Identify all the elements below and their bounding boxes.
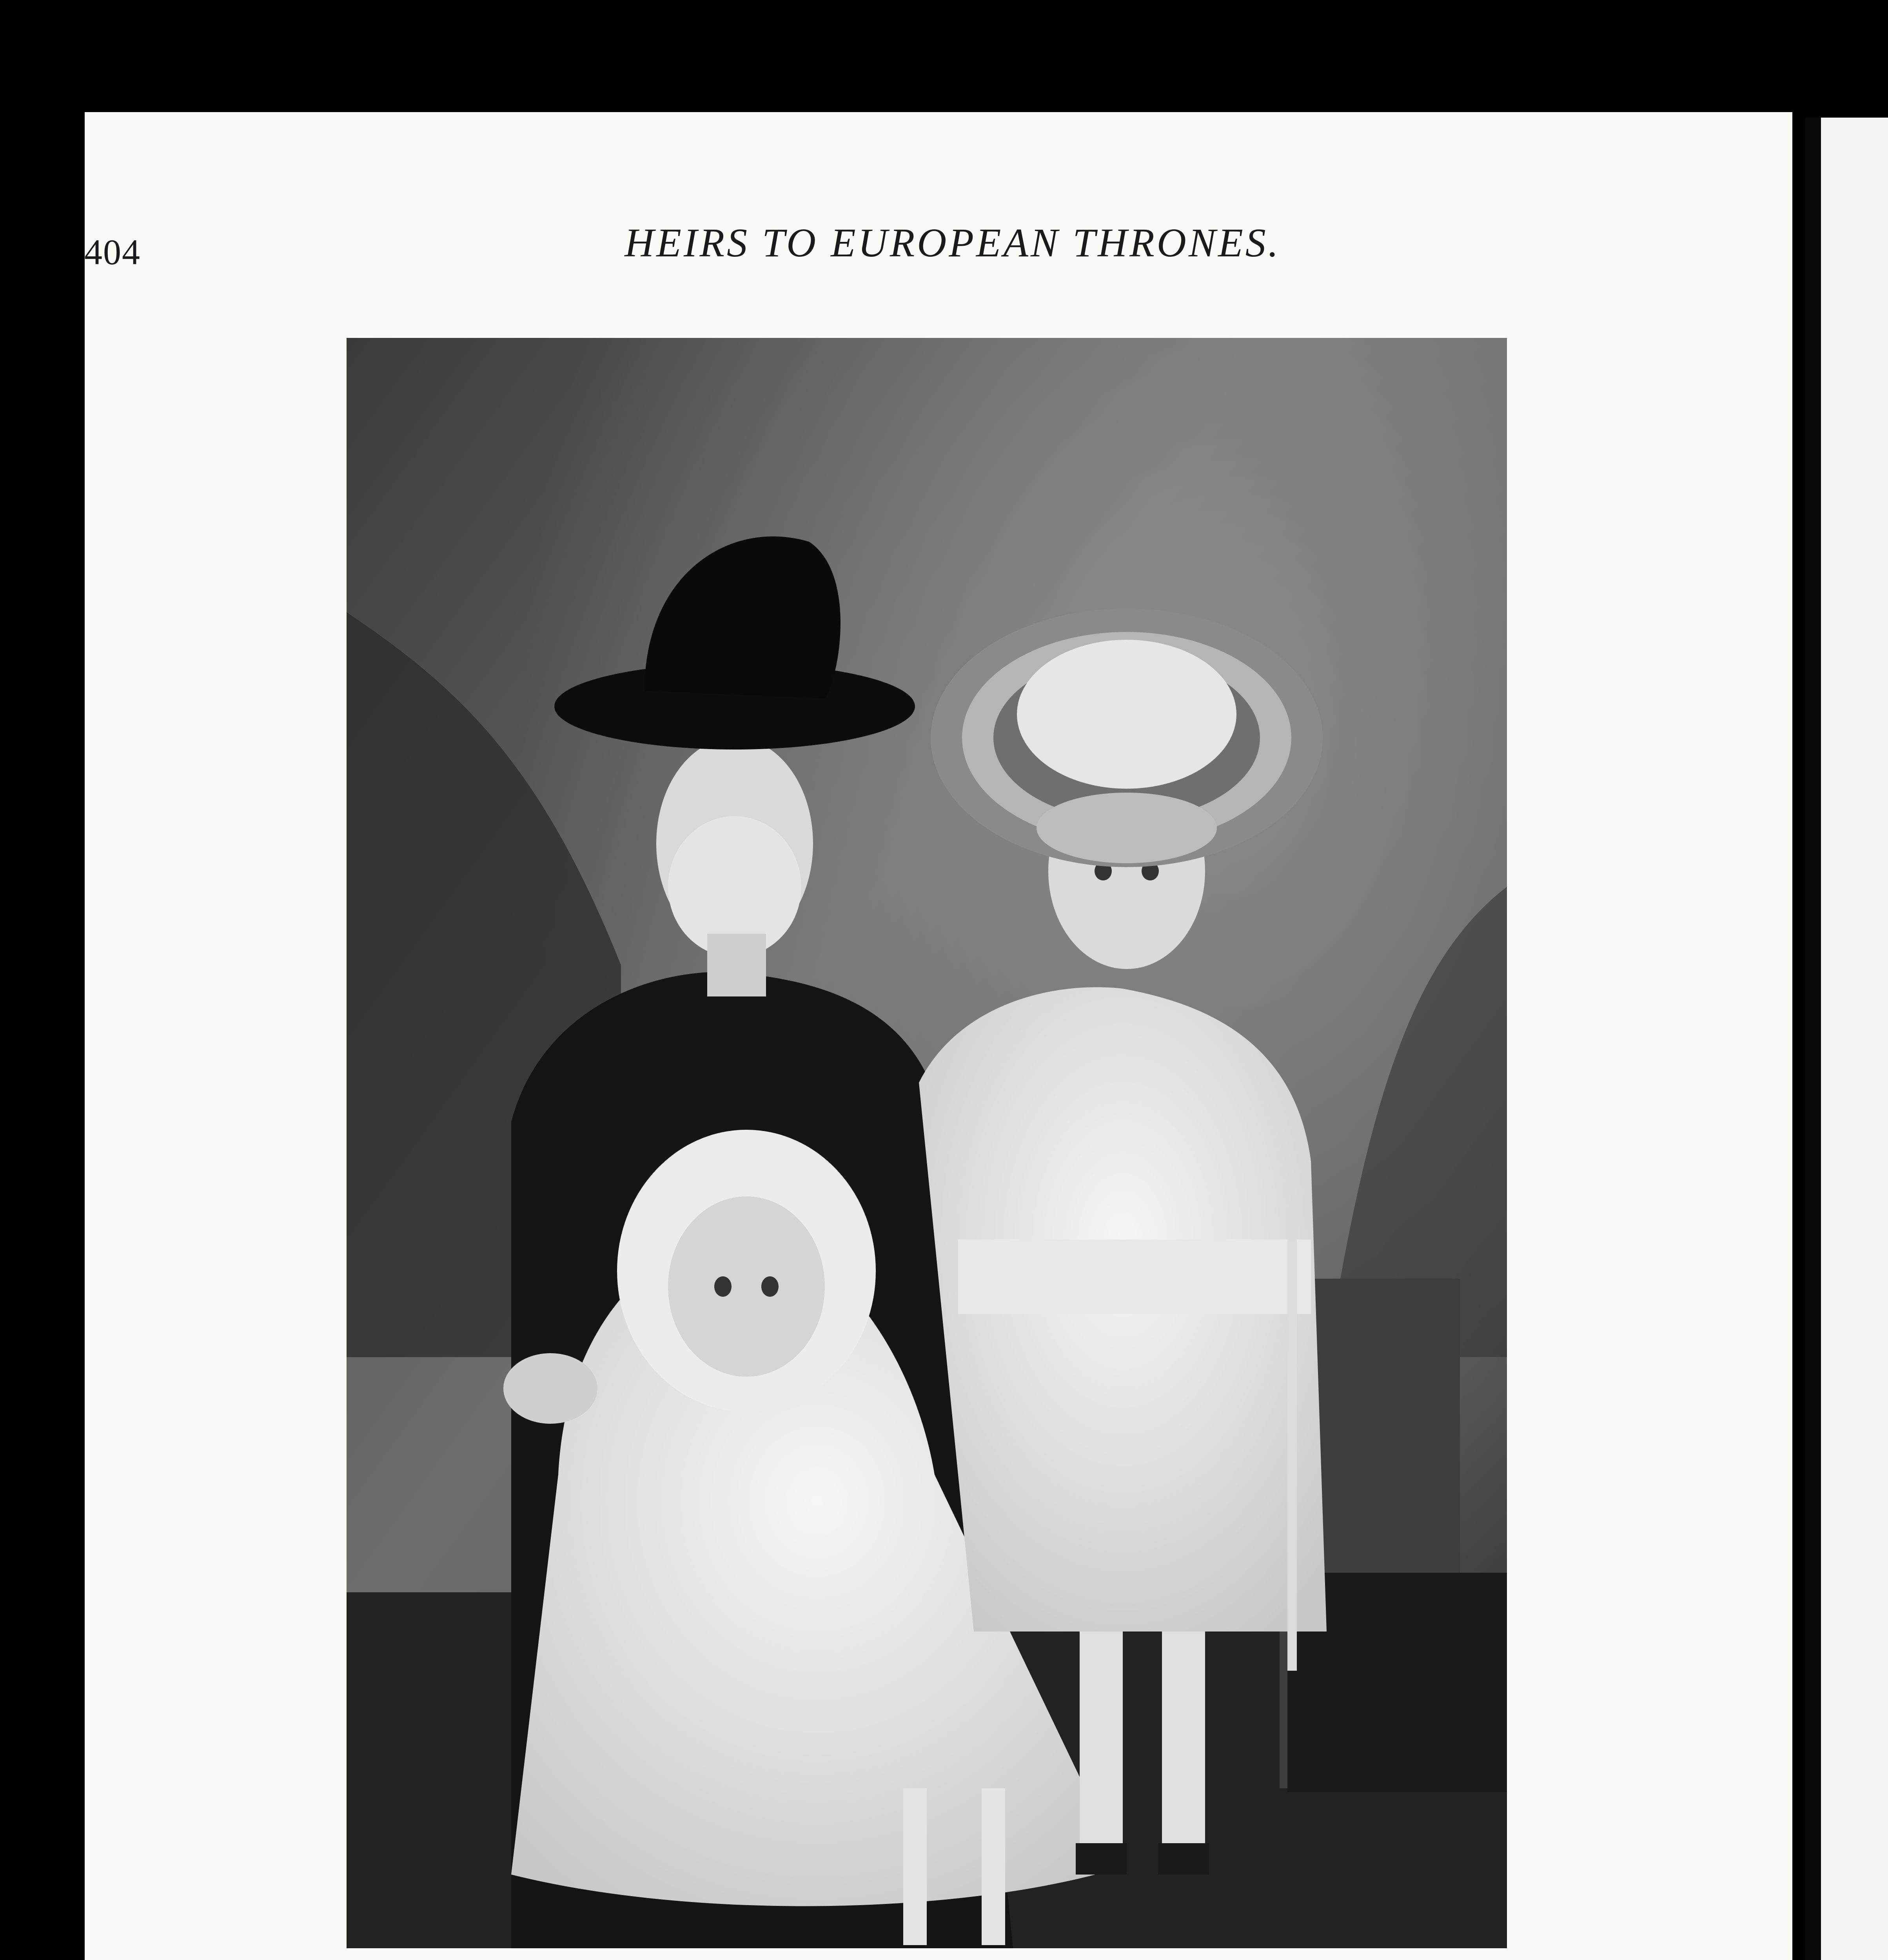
running-head: HEIRS TO EUROPEAN THRONES.	[624, 220, 1281, 265]
royal-family-photograph	[347, 338, 1507, 1948]
photograph-illustration	[347, 338, 1507, 1948]
page-number: 404	[84, 232, 141, 272]
facing-page-edge	[1805, 118, 1888, 1960]
book-gutter	[1805, 118, 1821, 1960]
